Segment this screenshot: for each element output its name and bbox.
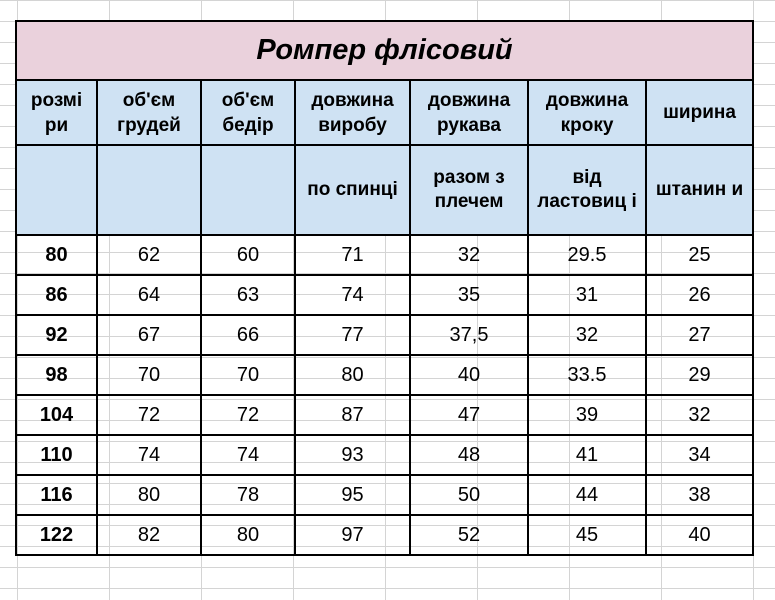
subheader-row: [16, 145, 753, 235]
table-cell: 33.5: [528, 355, 646, 395]
subheader-size: [16, 145, 97, 235]
table-cell: 67: [97, 315, 201, 355]
subheader-garment-length: по спинці: [295, 145, 410, 235]
table-cell: 48: [410, 435, 528, 475]
table-row: [16, 475, 753, 515]
table-cell: 44: [528, 475, 646, 515]
table-cell: 64: [97, 275, 201, 315]
size-cell: 116: [16, 475, 97, 515]
table-cell: 50: [410, 475, 528, 515]
subheader-sleeve-length: разом з плечем: [410, 145, 528, 235]
header-inseam: довжина кроку: [528, 80, 646, 145]
table-cell: 26: [646, 275, 753, 315]
table-cell: 47: [410, 395, 528, 435]
size-cell: 98: [16, 355, 97, 395]
table-cell: 27: [646, 315, 753, 355]
table-cell: 74: [97, 435, 201, 475]
table-cell: 40: [646, 515, 753, 555]
table-cell: 80: [201, 515, 295, 555]
table-row: [16, 315, 753, 355]
header-row: [16, 80, 753, 145]
header-size: розмі ри: [16, 80, 97, 145]
table-cell: 40: [410, 355, 528, 395]
table-row: [16, 435, 753, 475]
size-cell: 104: [16, 395, 97, 435]
header-garment-length: довжина виробу: [295, 80, 410, 145]
table-row: [16, 515, 753, 555]
size-chart-table: [15, 20, 754, 556]
table-cell: 74: [201, 435, 295, 475]
table-cell: 72: [97, 395, 201, 435]
table-cell: 66: [201, 315, 295, 355]
table-cell: 41: [528, 435, 646, 475]
subheader-inseam: від ластовиц і: [528, 145, 646, 235]
header-hips: об'єм бедір: [201, 80, 295, 145]
table-cell: 29.5: [528, 235, 646, 275]
subheader-width: штанин и: [646, 145, 753, 235]
table-cell: 39: [528, 395, 646, 435]
table-cell: 87: [295, 395, 410, 435]
table-cell: 38: [646, 475, 753, 515]
table-cell: 32: [410, 235, 528, 275]
table-cell: 80: [97, 475, 201, 515]
table-cell: 37,5: [410, 315, 528, 355]
table-row: [16, 395, 753, 435]
table-cell: 29: [646, 355, 753, 395]
header-chest: об'єм грудей: [97, 80, 201, 145]
table-cell: 71: [295, 235, 410, 275]
table-cell: 70: [97, 355, 201, 395]
title-row: [16, 21, 753, 80]
table-cell: 93: [295, 435, 410, 475]
table-cell: 62: [97, 235, 201, 275]
table-cell: 60: [201, 235, 295, 275]
table-cell: 63: [201, 275, 295, 315]
table-cell: 25: [646, 235, 753, 275]
size-cell: 110: [16, 435, 97, 475]
table-row: [16, 235, 753, 275]
size-cell: 80: [16, 235, 97, 275]
table-cell: 31: [528, 275, 646, 315]
table-row: [16, 355, 753, 395]
table-cell: 45: [528, 515, 646, 555]
table-cell: 35: [410, 275, 528, 315]
table-cell: 72: [201, 395, 295, 435]
size-cell: 86: [16, 275, 97, 315]
table-cell: 78: [201, 475, 295, 515]
table-title: Ромпер флісовий: [16, 21, 753, 80]
table-cell: 74: [295, 275, 410, 315]
table-row: [16, 275, 753, 315]
table-cell: 95: [295, 475, 410, 515]
table-cell: 77: [295, 315, 410, 355]
table-cell: 70: [201, 355, 295, 395]
table-cell: 32: [528, 315, 646, 355]
table-cell: 97: [295, 515, 410, 555]
size-cell: 122: [16, 515, 97, 555]
header-width: ширина: [646, 80, 753, 145]
table-cell: 32: [646, 395, 753, 435]
table-cell: 80: [295, 355, 410, 395]
subheader-chest: [97, 145, 201, 235]
table-cell: 34: [646, 435, 753, 475]
header-sleeve-length: довжина рукава: [410, 80, 528, 145]
table-cell: 82: [97, 515, 201, 555]
size-cell: 92: [16, 315, 97, 355]
table-cell: 52: [410, 515, 528, 555]
subheader-hips: [201, 145, 295, 235]
